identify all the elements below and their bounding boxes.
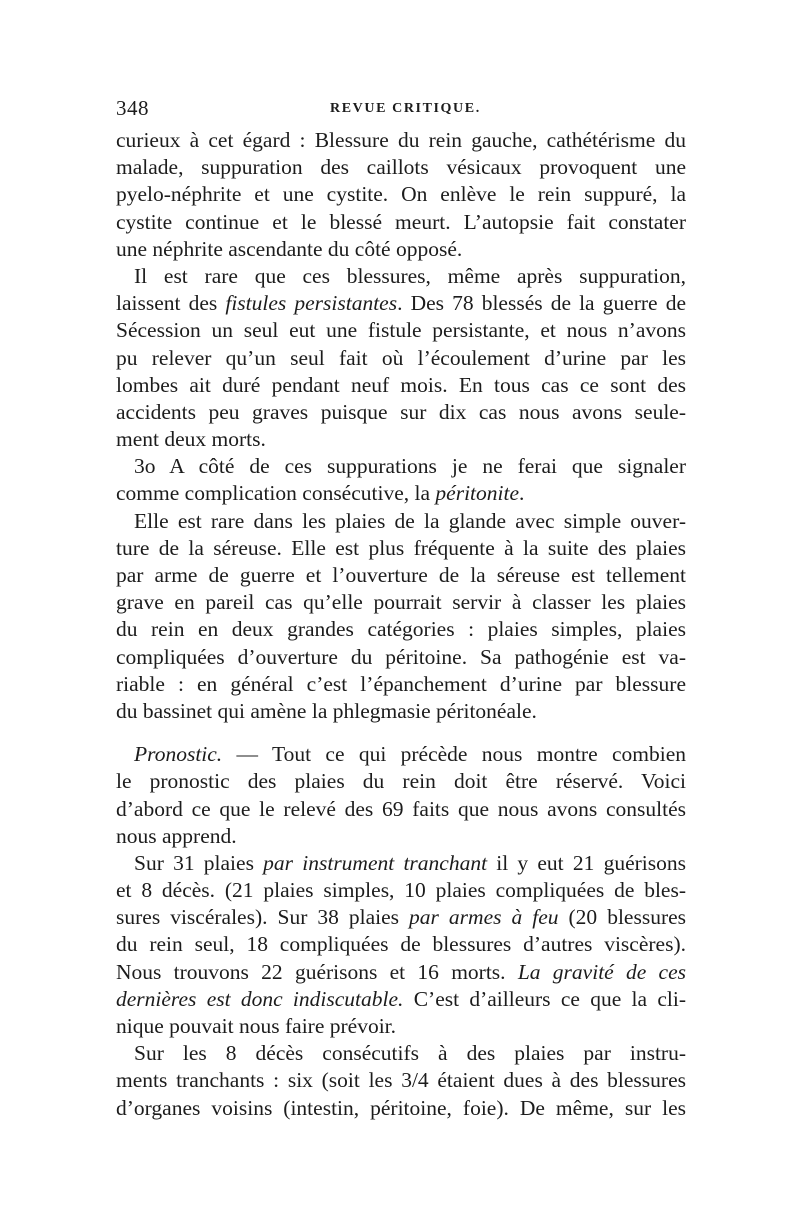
page-number: 348 <box>116 96 149 120</box>
text-line: Nous trouvons 22 guérisons et 16 morts. La gravité de ces <box>116 959 686 984</box>
text-line: le pronostic des plaies du rein doit être réservé. Voici <box>116 769 686 794</box>
text-line: accidents peu graves puisque sur dix cas nous avons seule- <box>116 399 686 424</box>
text-line: grave en pareil cas qu’elle pourrait servir à classer les plaies <box>116 590 686 615</box>
text-line: comme complication consécutive, la péritonite. <box>116 481 525 506</box>
text-line: cystite continue et le blessé meurt. L’autopsie fait constater <box>116 209 686 234</box>
text-line: malade, suppuration des caillots vésicaux provoquent une <box>116 155 686 180</box>
text-line: dernières est donc indiscutable. C’est d’ailleurs ce que la cli- <box>116 986 686 1011</box>
text-line: par arme de guerre et l’ouverture de la séreuse est tellement <box>116 563 686 587</box>
body-text <box>116 127 686 1122</box>
text-line: Il est rare que ces blessures, même après suppuration, <box>134 263 686 288</box>
text-line: lombes ait duré pendant neuf mois. En tous cas ce sont des <box>116 372 686 397</box>
text-line: du rein seul, 18 compliquées de blessures d’autres viscères). <box>116 932 686 957</box>
text-line: compliquées d’ouverture du péritoine. Sa pathogénie est va- <box>116 644 686 669</box>
text-line: pyelo-néphrite et une cystite. On enlève le rein suppuré, la <box>116 182 686 207</box>
text-line: pu relever qu’un seul fait où l’écoulement d’urine par les <box>116 345 686 370</box>
text-line: Sur les 8 décès consécutifs à des plaies par instru- <box>134 1041 686 1066</box>
page-header <box>116 96 686 120</box>
text-line: d’organes voisins (intestin, péritoine, foie). De même, sur les <box>116 1095 686 1120</box>
text-line: une néphrite ascendante du côté opposé. <box>116 236 463 261</box>
text-line: du bassinet qui amène la phlegmasie péritonéale. <box>116 698 537 723</box>
text-line: ture de la séreuse. Elle est plus fréquente à la suite des plaies <box>116 535 686 560</box>
text-line: Sécession un seul eut une fistule persistante, et nous n’avons <box>116 318 686 343</box>
running-title: REVUE CRITIQUE. <box>330 101 481 116</box>
text-line: ments tranchants : six (soit les 3/4 étaient dues à des blessures <box>116 1068 686 1093</box>
text-line: ment deux morts. <box>116 427 266 452</box>
text-line: du rein en deux grandes catégories : plaies simples, plaies <box>116 617 686 642</box>
text-line: Pronostic. — Tout ce qui précède nous montre combien <box>134 742 686 767</box>
text-line: sures viscérales). Sur 38 plaies par armes à feu (20 blessures <box>116 905 686 930</box>
text-line: Elle est rare dans les plaies de la glande avec simple ouver- <box>134 508 686 533</box>
text-line: et 8 décès. (21 plaies simples, 10 plaies compliquées de bles- <box>116 878 686 903</box>
text-line: laissent des fistules persistantes. Des 78 blessés de la guerre de <box>116 291 686 316</box>
text-line: riable : en général c’est l’épanchement d’urine par blessure <box>116 671 686 696</box>
section-gap <box>116 725 686 741</box>
text-line: curieux à cet égard : Blessure du rein gauche, cathétérisme du <box>116 128 686 152</box>
text-line: Sur 31 plaies par instrument tranchant il y eut 21 guérisons <box>134 850 686 875</box>
text-line: nique pouvait nous faire prévoir. <box>116 1014 397 1038</box>
text-line: 3o A côté de ces suppurations je ne ferai que signaler <box>134 454 686 479</box>
text-line: nous apprend. <box>116 823 237 848</box>
text-line: d’abord ce que le relevé des 69 faits que nous avons consultés <box>116 796 686 821</box>
